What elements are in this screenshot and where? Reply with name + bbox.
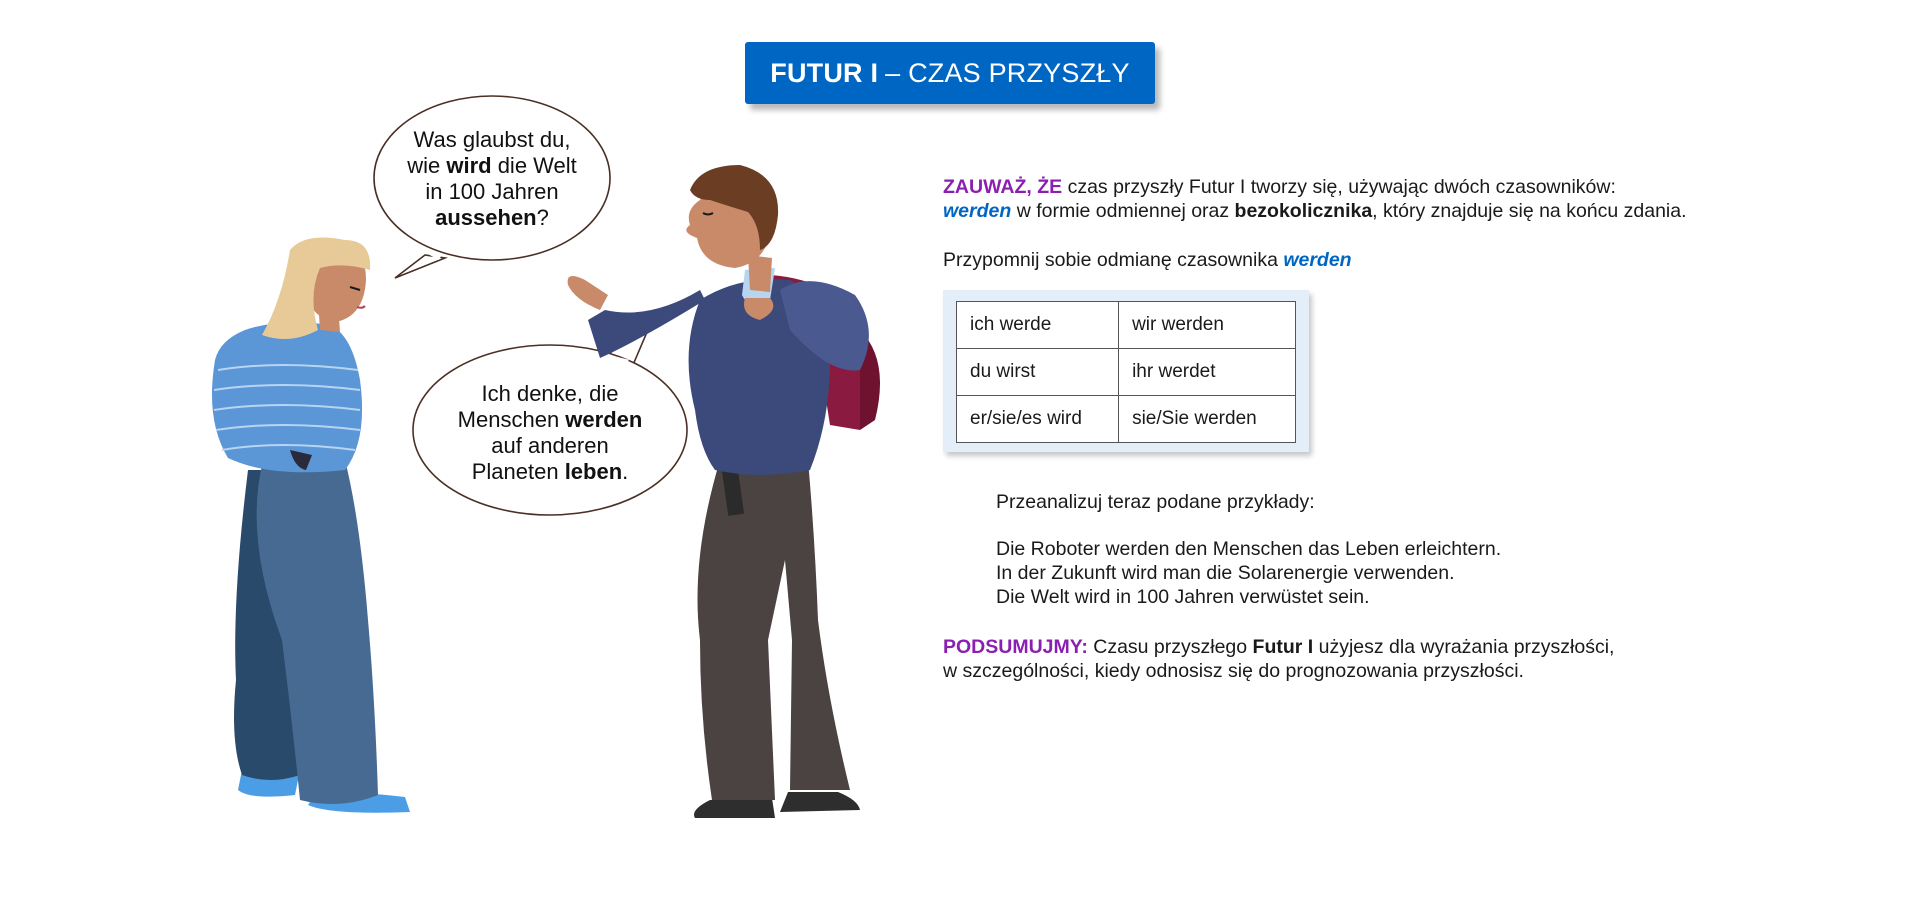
table-row <box>957 396 1296 443</box>
summary-paragraph <box>943 635 1843 683</box>
title-bold: FUTUR I <box>770 57 879 88</box>
man-line-3: auf anderen <box>491 433 609 458</box>
woman-line-3: in 100 Jahren <box>425 179 559 204</box>
woman-line-4: aussehen? <box>435 205 549 230</box>
table-cell: ihr werdet <box>1119 349 1296 396</box>
man-line-2: Menschen werden <box>457 407 643 432</box>
example-sentence: Die Roboter werden den Menschen das Leben erleichtern. <box>996 538 1502 560</box>
table-cell: er/sie/es wird <box>957 396 1119 443</box>
conjugation-table <box>956 301 1296 443</box>
title-rest: – CZAS PRZYSZŁY <box>885 57 1130 88</box>
table-cell: sie/Sie werden <box>1119 396 1296 443</box>
example-sentence: Die Welt wird in 100 Jahren verwüstet sein. <box>996 586 1370 608</box>
note-paragraph <box>943 175 1843 223</box>
reminder-line: Przypomnij sobie odmianę czasownika werden <box>943 249 1352 271</box>
table-row <box>957 302 1296 349</box>
summary-line-1: PODSUMUJMY: Czasu przyszłego Futur I użyjesz dla wyrażania przyszłości, <box>943 636 1615 658</box>
woman-line-1: Was glaubst du, <box>413 127 571 152</box>
table-cell: wir werden <box>1119 302 1296 349</box>
table-cell: du wirst <box>957 349 1119 396</box>
woman-speech-text <box>382 127 602 231</box>
examples-list <box>996 537 1696 609</box>
analyze-intro: Przeanalizuj teraz podane przykłady: <box>996 491 1315 513</box>
table-row <box>957 349 1296 396</box>
table-cell: ich werde <box>957 302 1119 349</box>
note-line-1: ZAUWAŻ, ŻE czas przyszły Futur I tworzy się, używając dwóch czasowników: <box>943 176 1616 198</box>
man-line-4: Planeten leben. <box>471 459 629 484</box>
summary-line-2: w szczególności, kiedy odnosisz się do prognozowania przyszłości. <box>943 660 1524 682</box>
man-line-1: Ich denke, die <box>481 381 619 406</box>
woman-line-2: wie wird die Welt <box>407 153 577 178</box>
example-sentence: In der Zukunft wird man die Solarenergie verwenden. <box>996 562 1455 584</box>
woman-figure <box>212 238 410 813</box>
note-line-2: werden w formie odmiennej oraz bezokolicznika, który znajduje się na końcu zdania. <box>943 200 1687 222</box>
conjugation-table-panel <box>943 290 1309 452</box>
man-speech-text <box>430 381 670 485</box>
